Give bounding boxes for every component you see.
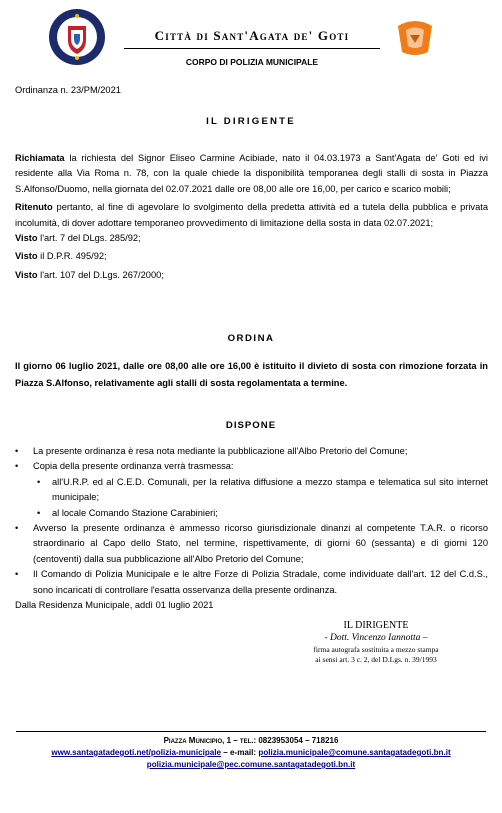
ritenuto-paragraph [15, 200, 488, 231]
dispone-subitem: • al locale Comando Stazione Carabinieri; [15, 506, 488, 521]
premises-block [15, 151, 488, 283]
footer-contacts [0, 748, 502, 757]
city-title: Città di Sant'Agata de' Goti [154, 28, 350, 43]
ritenuto-text: pertanto, al fine di agevolare lo svolgimento della predetta attività ed a tutela della pubblica e privata incolumità, di dover adottare temporaneo provvedimento di limitazione della sosta in data 02.07.2021; [15, 202, 488, 228]
ritenuto-label: Ritenuto [15, 202, 53, 213]
richiamata-paragraph [15, 151, 488, 197]
signature-block [276, 619, 476, 665]
footer-address: Piazza Municipio, 1 – tel.: 0823953054 – 718216 [163, 736, 339, 745]
visto-line: Visto l'art. 107 del D.Lgs. 267/2000; [15, 269, 164, 280]
pec-link[interactable]: polizia.municipale@pec.comune.santagatadegoti.bn.it [146, 760, 356, 769]
footer-divider [16, 731, 486, 732]
dispone-item: • Il Comando di Polizia Municipale e le altre Forze di Polizia Stradale, come individuate dall'art. 12 del C.d.S., sono incaricati di controllare l'esatta osservanza della presente ordinanza. [15, 567, 488, 598]
ordina-text: Il giorno 06 luglio 2021, dalle ore 08,00 alle ore 16,00 è istituito il divieto di sosta con rimozione forzata in Piazza S.Alfonso, relativamente agli stalli di sosta regolamentata a termine. [15, 361, 488, 388]
heading-ordina: ORDINA [227, 333, 275, 344]
ordinance-number: Ordinanza n. 23/PM/2021 [15, 85, 121, 95]
dispone-item: • Avverso la presente ordinanza è ammesso ricorso giurisdizionale dinanzi al competente T.A.R. o ricorso straordinario al Capo dello Stato, nel termine, rispettivamente, di giorni 60 (sessanta) e di giorni 120 (centoventi) dalla sua pubblicazione all'Albo Pretorio del Comune; [15, 521, 488, 567]
signature-note: ai sensi art. 3 c. 2, del D.Lgs. n. 39/1993 [315, 655, 437, 664]
heading-dirigente: IL DIRIGENTE [206, 116, 296, 127]
ordina-block [15, 358, 488, 391]
header-divider [124, 48, 380, 49]
signature-title: IL DIRIGENTE [343, 620, 409, 631]
heading-dispone: DISPONE [225, 420, 277, 431]
signature-note: firma autografa sostituita a mezzo stampa [313, 645, 439, 654]
dispone-list [15, 444, 488, 613]
richiamata-text: la richiesta del Signor Eliseo Carmine Acibiade, nato il 04.03.1973 a Sant'Agata de' Goti ed ivi residente alla Via Roma n. 78, con la quale chiede la disponibilità temporanea degli stalli di sosta in Piazza S.Alfonso/Duomo, nella giornata del 02.07.2021 dalle ore 08,00 alle ore 16,00, per carico e scarico mobili; [15, 153, 488, 194]
bandiera-arancione-logo [392, 8, 438, 62]
dispone-subitem: • all'U.R.P. ed al C.E.D. Comunali, per la relativa diffusione a mezzo stampa e telematica sul sito internet municipale; [15, 475, 488, 506]
police-seal-logo [48, 8, 106, 66]
email-link[interactable]: polizia.municipale@comune.santagatadegoti.bn.it [258, 748, 451, 757]
footer-pec [0, 760, 502, 769]
dispone-item: • Copia della presente ordinanza verrà trasmessa: [15, 459, 488, 474]
visto-line: Visto il D.P.R. 495/92; [15, 251, 107, 262]
dispone-item: • La presente ordinanza è resa nota mediante la pubblicazione all'Albo Pretorio del Comune; [15, 444, 488, 459]
email-label: – e-mail: [221, 748, 259, 757]
richiamata-label: Richiamata [15, 153, 65, 163]
visto-line: Visto l'art. 7 del DLgs. 285/92; [15, 233, 141, 244]
department-title: CORPO DI POLIZIA MUNICIPALE [185, 57, 319, 67]
date-line: Dalla Residenza Municipale, addì 01 luglio 2021 [15, 600, 214, 611]
website-link[interactable]: www.santagatadegoti.net/polizia-municipale [51, 748, 222, 757]
signature-name: - Dott. Vincenzo Iannotta – [324, 633, 428, 643]
